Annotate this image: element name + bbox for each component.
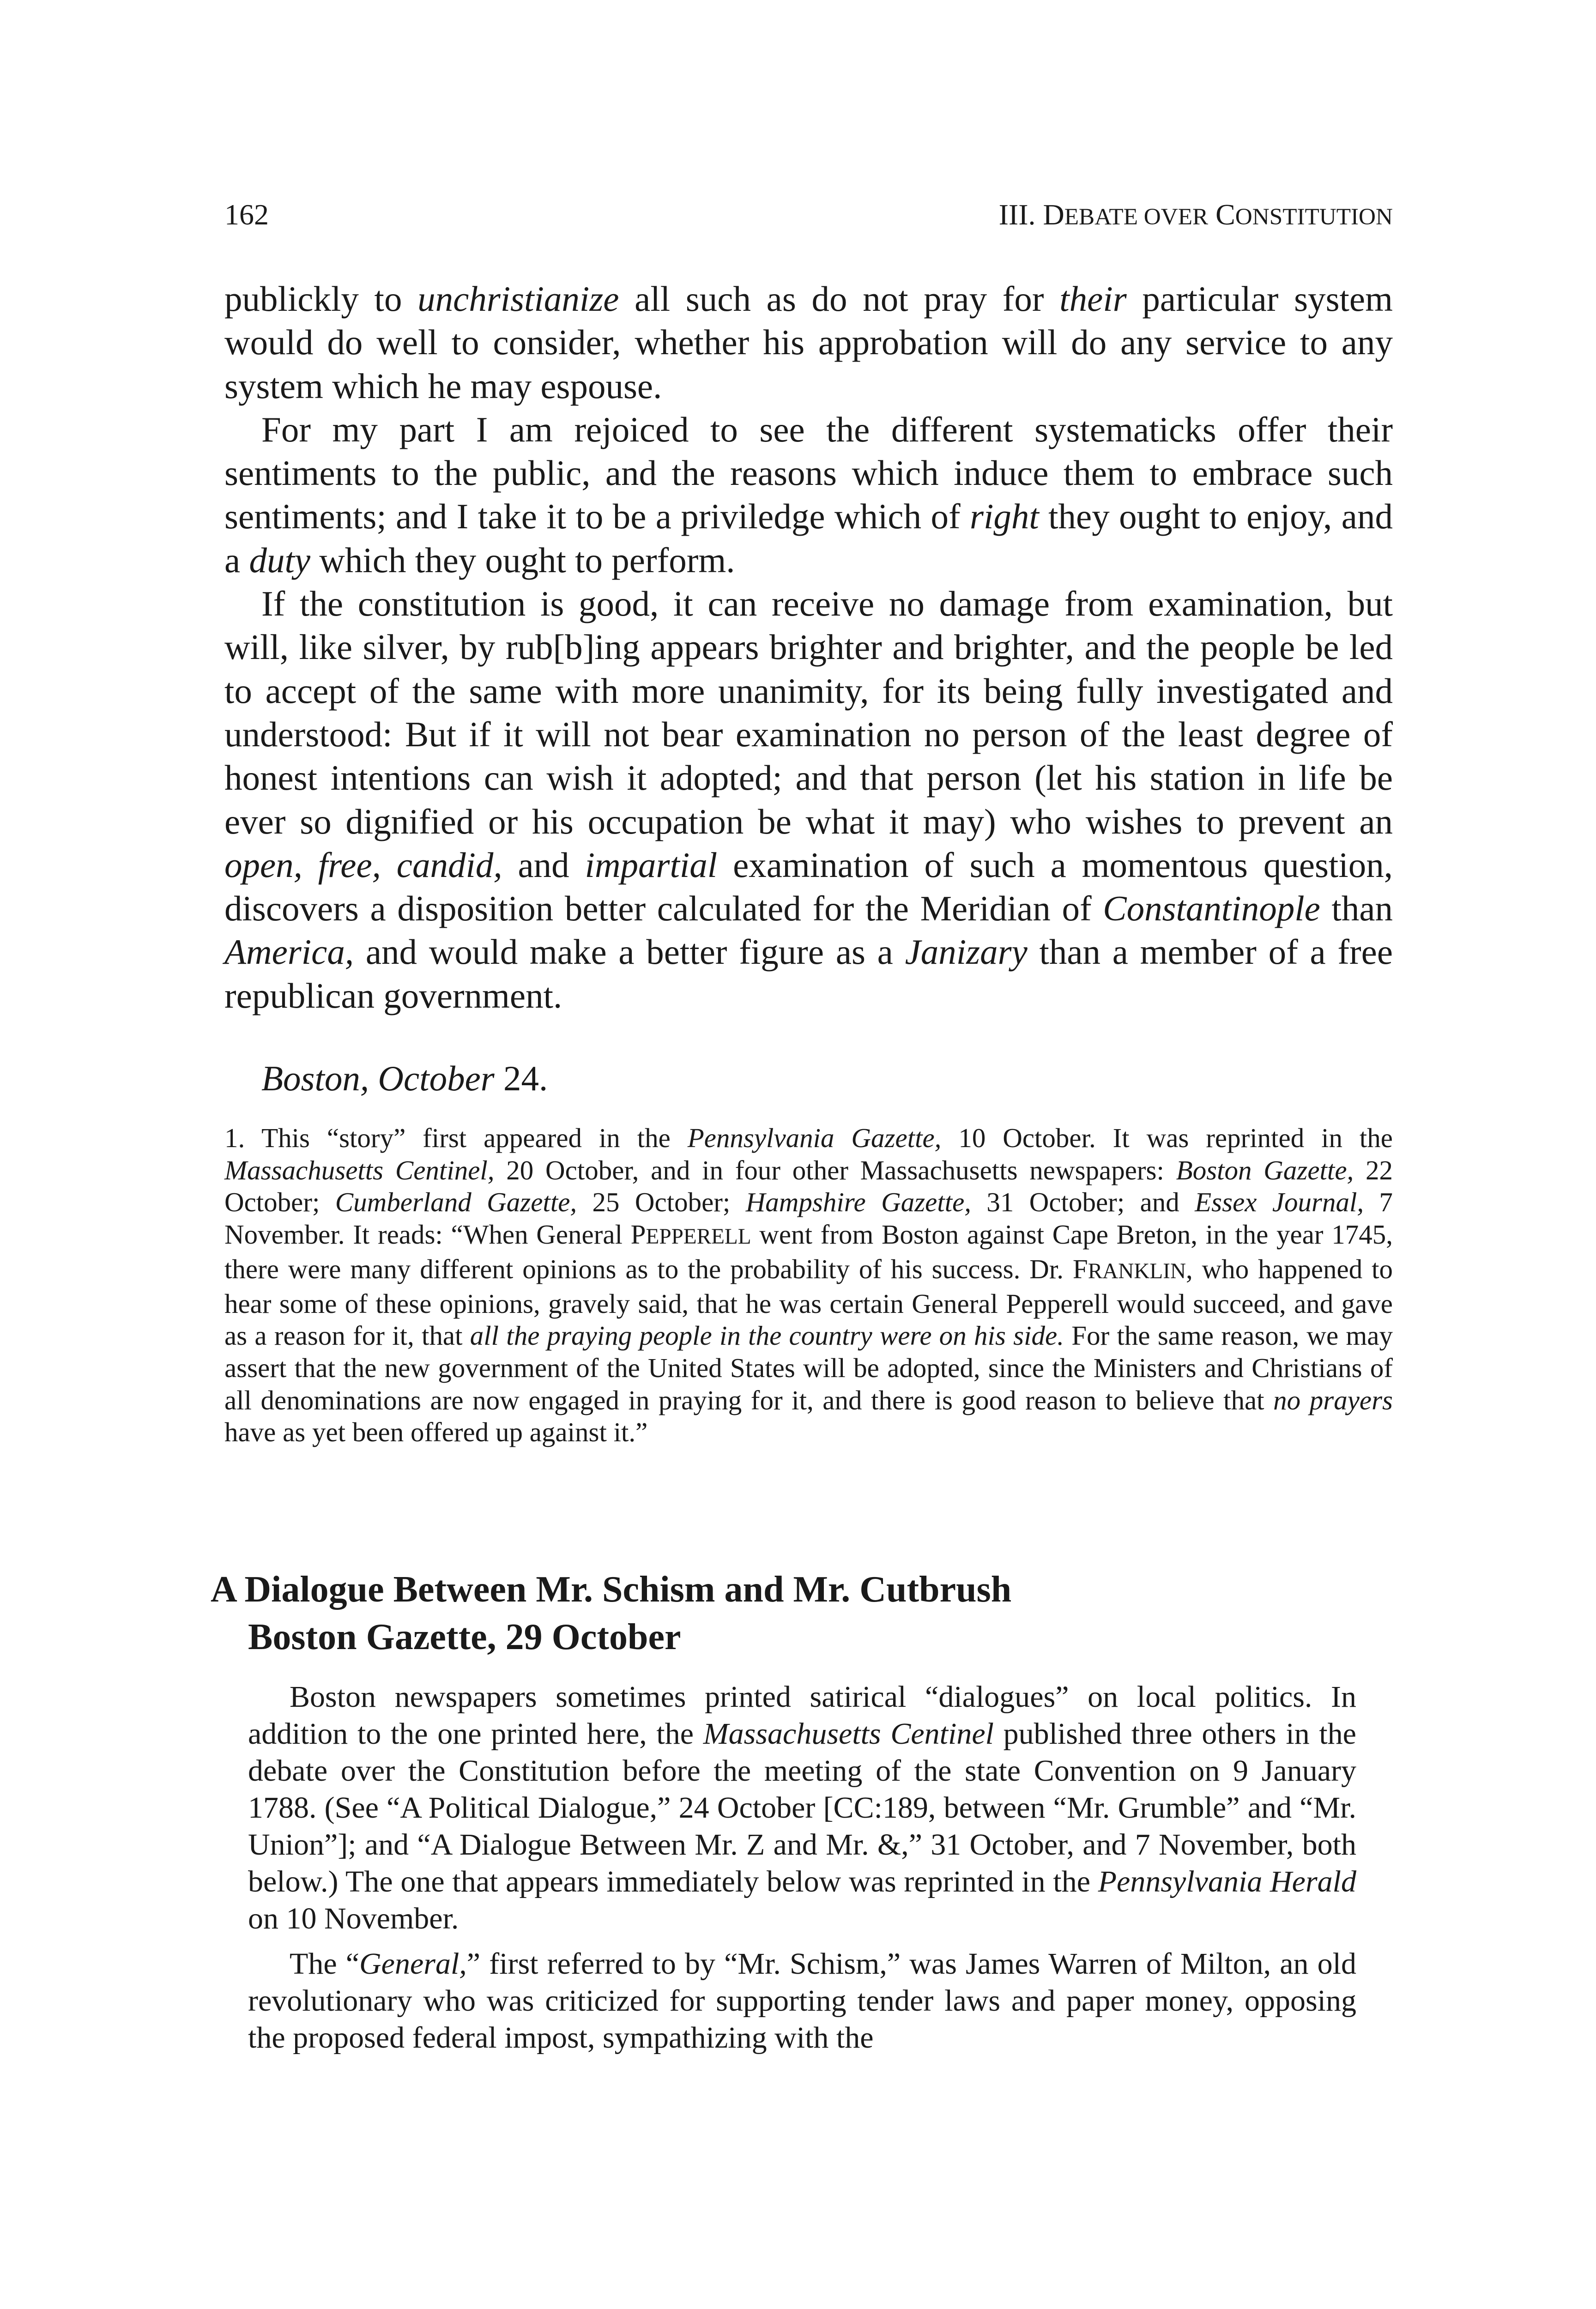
- article-title: A Dialogue Between Mr. Schism and Mr. Cutbrush: [211, 1569, 1012, 1610]
- body-paragraph-3: If the constitution is good, it can receive no damage from examination, but will, like silver, by rub[b]ing appears brighter and brighter, and the people be led to accept of the same with more unanimity, for its being fully investigated and understood: But if it will not bear examination no person of the least degree of honest intentions can wish it adopted; and that person (let his station in life be ever so dignified or his occupation be what it may) who wishes to prevent an open, free, candid, and impartial examination of such a momentous question, discovers a disposition better calculated for the Meridian of Constantinople than America, and would make a better figure as a Janizary than a member of a free republican government.: [224, 584, 1393, 1015]
- intro-paragraph-1: Boston newspapers sometimes printed satirical “dialogues” on local politics. In addition to the one printed here, the Massachusetts Centinel published three others in the debate over the Constitution before the meeting of the state Convention on 9 January 1788. (See “A Political Dialogue,” 24 October [CC:189, between “Mr. Grumble” and “Mr. Union”]; and “A Dialogue Between Mr. Z and Mr. &,” 31 October, and 7 November, both below.) The one that appears immediately below was reprinted in the Pennsylvania Herald on 10 November.: [248, 1680, 1356, 1935]
- body-paragraph-2: For my part I am rejoiced to see the different systematicks offer their sentiments to the public, and the reasons which induce them to embrace such sentiments; and I take it to be a priviledge which of right they ought to enjoy, and a duty which they ought to perform.: [224, 409, 1393, 580]
- page-number: 162: [224, 198, 269, 231]
- body-text: [224, 277, 1393, 1017]
- intro-paragraph-2: The “General,” first referred to by “Mr. Schism,” was James Warren of Milton, an old revolutionary who was criticized for supporting tender laws and paper money, opposing the proposed federal impost, sympathizing with the: [248, 1947, 1357, 2055]
- editorial-introduction: [248, 1679, 1356, 2056]
- running-head: [224, 194, 1393, 236]
- dateline: Boston, October 24.: [261, 1058, 548, 1098]
- section-title: III. DEBATE OVER CONSTITUTION: [998, 198, 1393, 231]
- article-subtitle: Boston Gazette, 29 October: [248, 1617, 681, 1657]
- footnote: 1. This “story” first appeared in the Pennsylvania Gazette, 10 October. It was reprinted in the Massachusetts Centinel, 20 October, and in four other Massachusetts newspapers: Boston Gazette, 22 October; Cumberland Gazette, 25 October; Hampshire Gazette, 31 October; and Essex Journal, 7 November. It reads: “When General PEPPERELL went from Boston against Cape Breton, in the year 1745, there were many different opinions as to the probability of his success. Dr. FRANKLIN, who happened to hear some of these opinions, gravely said, that he was certain General Pepperell would succeed, and gave as a reason for it, that all the praying people in the country were on his side. For the same reason, we may assert that the new government of the United States will be adopted, since the Ministers and Christians of all denominations are now engaged in praying for it, and there is good reason to believe that no prayers have as yet been offered up against it.”: [224, 1123, 1393, 1448]
- body-paragraph-1: publickly to unchristianize all such as do not pray for their particular system would do well to consider, whether his approbation will do any service to any system which he may espouse.: [224, 279, 1393, 406]
